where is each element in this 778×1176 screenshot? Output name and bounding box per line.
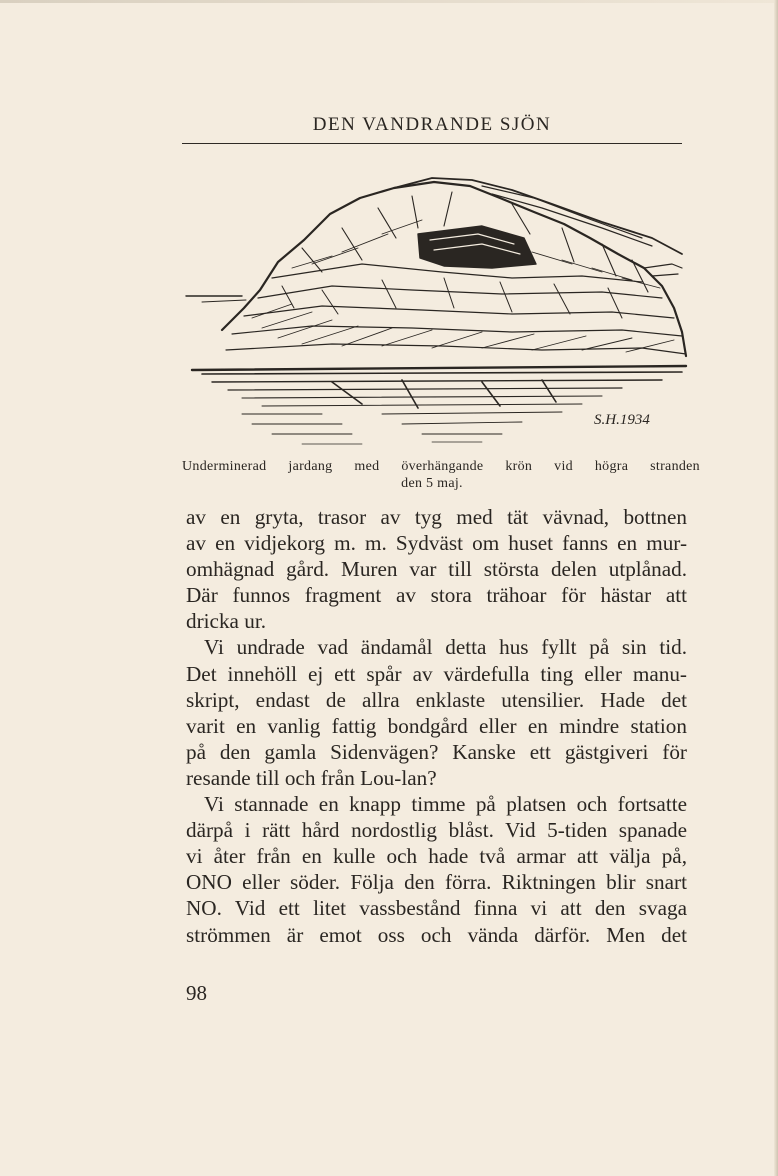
caption-line-2: den 5 maj. xyxy=(401,476,463,491)
page-edge-top xyxy=(0,0,778,3)
text-line: strömmen är emot oss och vända därför. Men det xyxy=(186,922,687,947)
header-rule xyxy=(182,143,682,144)
text-line: Det innehöll ej ett spår av värdefulla ting eller manu- xyxy=(186,661,687,686)
text-line: av en gryta, trasor av tyg med tät vävnad, bottnen xyxy=(186,505,687,529)
text-line: Där funnos fragment av stora trähoar för hästar att xyxy=(186,583,687,608)
text-line: NO. Vid ett litet vassbestånd finna vi att den svaga xyxy=(186,896,687,921)
jardang-sketch-icon xyxy=(182,168,692,458)
text-line: omhägnad gård. Muren var till största delen utplånad. xyxy=(186,557,687,582)
running-head: DEN VANDRANDE SJÖN xyxy=(312,114,552,135)
illustration-signature: S.H.1934 xyxy=(594,412,650,428)
text-line: Vi stannade en knapp timme på platsen och fortsatte xyxy=(204,792,687,817)
text-line: skript, endast de allra enklaste utensilier. Hade det xyxy=(186,687,687,712)
text-line: resande till och från Lou-lan? xyxy=(186,765,437,790)
text-line: dricka ur. xyxy=(186,609,267,634)
text-line: vi åter från en kulle och hade två armar att välja på, xyxy=(186,844,687,869)
body-text xyxy=(186,504,687,948)
caption-line-1: Underminerad jardang med överhängande krön vid högra stranden xyxy=(182,459,700,474)
page-number: 98 xyxy=(186,981,207,1005)
text-line: varit en vanlig fattig bondgård eller en mindre station xyxy=(186,713,687,738)
text-line: därpå i rätt hård nordostlig blåst. Vid 5-tiden spanade xyxy=(186,818,687,843)
text-line: på den gamla Sidenvägen? Kanske ett gästgiveri för xyxy=(186,739,687,764)
text-line: av en vidjekorg m. m. Sydväst om huset fanns en mur- xyxy=(186,531,687,556)
text-line: Vi undrade vad ändamål detta hus fyllt på sin tid. xyxy=(204,635,687,660)
page-edge-right xyxy=(774,0,778,1176)
text-line: ONO eller söder. Följa den förra. Riktningen blir snart xyxy=(186,870,687,895)
figure-caption xyxy=(182,458,700,492)
